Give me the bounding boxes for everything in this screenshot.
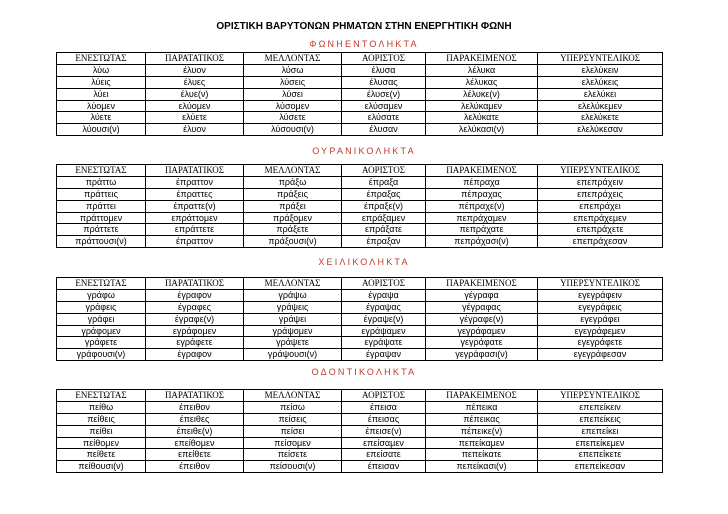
verb-form-cell: πράξει — [244, 200, 342, 212]
verb-form-cell: εγεγράφεμεν — [538, 325, 663, 337]
verb-form-cell: λύσεις — [244, 76, 342, 88]
verb-form-cell: ελελύκειν — [538, 64, 663, 76]
verb-form-cell: έλυσαν — [342, 124, 426, 136]
verb-form-cell: έγραψα — [342, 289, 426, 301]
verb-form-cell: γράψω — [244, 289, 342, 301]
verb-form-cell: ελελύκεις — [538, 76, 663, 88]
verb-form-cell: εγράφομεν — [146, 325, 244, 337]
verb-form-cell: εγεγράφετε — [538, 337, 663, 349]
column-header: ΠΑΡΑΤΑΤΙΚΟΣ — [146, 390, 244, 402]
column-header: ΠΑΡΑΚΕΙΜΕΝΟΣ — [426, 165, 538, 177]
column-header: ΥΠΕΡΣΥΝΤΕΛΙΚΟΣ — [538, 278, 663, 290]
verb-form-cell: έπραττε(ν) — [146, 200, 244, 212]
verb-form-cell: έπραξας — [342, 188, 426, 200]
verb-form-cell: επείσαμεν — [342, 437, 426, 449]
verb-form-cell: έγραψε(ν) — [342, 313, 426, 325]
verb-form-cell: γράψεις — [244, 301, 342, 313]
verb-form-cell: ελύσατε — [342, 112, 426, 124]
verb-form-cell: πεπείκασι(ν) — [426, 461, 538, 473]
verb-form-cell: εγεγράφει — [538, 313, 663, 325]
verb-form-cell: έπεισα — [342, 401, 426, 413]
verb-form-cell: επεπράχεμεν — [538, 212, 663, 224]
verb-form-cell: έγραφον — [146, 289, 244, 301]
table-header-row — [57, 278, 663, 290]
verb-form-cell: επεπράχειν — [538, 176, 663, 188]
verb-form-cell: πέπεικα — [426, 401, 538, 413]
table-header-row — [57, 165, 663, 177]
verb-form-cell: πείθομεν — [57, 437, 146, 449]
table-row — [57, 124, 663, 136]
verb-form-cell: επράττομεν — [146, 212, 244, 224]
verb-form-cell: πεπράχασι(ν) — [426, 236, 538, 248]
table-row — [57, 349, 663, 361]
column-header: ΕΝΕΣΤΩΤΑΣ — [57, 53, 146, 65]
verb-form-cell: πείθω — [57, 401, 146, 413]
verb-form-cell: λύσουσι(ν) — [244, 124, 342, 136]
column-header: ΕΝΕΣΤΩΤΑΣ — [57, 390, 146, 402]
column-header: ΜΕΛΛΟΝΤΑΣ — [244, 278, 342, 290]
verb-form-cell: πράξουσι(ν) — [244, 236, 342, 248]
verb-form-cell: ελύσαμεν — [342, 100, 426, 112]
verb-form-cell: πείσομεν — [244, 437, 342, 449]
verb-form-cell: πέπραχα — [426, 176, 538, 188]
verb-form-cell: επεπείκεσαν — [538, 461, 663, 473]
verb-form-cell: επεπείκεμεν — [538, 437, 663, 449]
verb-form-cell: έλυσε(ν) — [342, 88, 426, 100]
verb-form-cell: έπεισαν — [342, 461, 426, 473]
verb-form-cell: έπραττον — [146, 176, 244, 188]
verb-form-cell: γράψετε — [244, 337, 342, 349]
verb-form-cell: λελύκατε — [426, 112, 538, 124]
verb-form-cell: πεπείκατε — [426, 449, 538, 461]
verb-form-cell: γράφει — [57, 313, 146, 325]
verb-form-cell: έπειθον — [146, 401, 244, 413]
verb-form-cell: επείσατε — [342, 449, 426, 461]
verb-form-cell: επεπείκετε — [538, 449, 663, 461]
conjugation-table — [56, 389, 663, 473]
verb-form-cell: έπειθον — [146, 461, 244, 473]
verb-form-cell: λύομεν — [57, 100, 146, 112]
verb-form-cell: λύσετε — [244, 112, 342, 124]
verb-form-cell: πράξομεν — [244, 212, 342, 224]
table-row — [57, 313, 663, 325]
table-row — [57, 212, 663, 224]
verb-form-cell: έλυες — [146, 76, 244, 88]
verb-form-cell: επράξαμεν — [342, 212, 426, 224]
verb-form-cell: λελύκαμεν — [426, 100, 538, 112]
verb-form-cell: ελύετε — [146, 112, 244, 124]
table-header-row — [57, 53, 663, 65]
verb-form-cell: επεπείκει — [538, 425, 663, 437]
verb-form-cell: πέπραχε(ν) — [426, 200, 538, 212]
table-row — [57, 88, 663, 100]
verb-form-cell: εγράψατε — [342, 337, 426, 349]
verb-form-cell: πέπεικας — [426, 413, 538, 425]
section-title: ΦΩΝΗΕΝΤΟΛΗΚΤΑ — [309, 39, 419, 49]
section-title: ΟΥΡΑΝΙΚΟΛΗΚΤΑ — [312, 146, 416, 156]
verb-form-cell: επεπράχεσαν — [538, 236, 663, 248]
column-header: ΥΠΕΡΣΥΝΤΕΛΙΚΟΣ — [538, 390, 663, 402]
column-header: ΜΕΛΛΟΝΤΑΣ — [244, 165, 342, 177]
verb-form-cell: επεπείκεις — [538, 413, 663, 425]
conjugation-table — [56, 164, 663, 248]
verb-form-cell: πράττουσι(ν) — [57, 236, 146, 248]
verb-form-cell: έγραφε(ν) — [146, 313, 244, 325]
verb-form-cell: γεγράφασι(ν) — [426, 349, 538, 361]
table-row — [57, 176, 663, 188]
table-row — [57, 301, 663, 313]
verb-form-cell: έλυσα — [342, 64, 426, 76]
verb-form-cell: ελελύκει — [538, 88, 663, 100]
table-row — [57, 200, 663, 212]
verb-form-cell: γράφω — [57, 289, 146, 301]
verb-form-cell: εγεγράφεσαν — [538, 349, 663, 361]
verb-form-cell: έπραξα — [342, 176, 426, 188]
table-row — [57, 289, 663, 301]
verb-form-cell: λύουσι(ν) — [57, 124, 146, 136]
table-row — [57, 76, 663, 88]
verb-form-cell: ελελύκεμεν — [538, 100, 663, 112]
verb-form-cell: πεπράχατε — [426, 224, 538, 236]
verb-form-cell: εγεγράφεις — [538, 301, 663, 313]
column-header: ΜΕΛΛΟΝΤΑΣ — [244, 53, 342, 65]
column-header: ΜΕΛΛΟΝΤΑΣ — [244, 390, 342, 402]
verb-form-cell: πείσει — [244, 425, 342, 437]
column-header: ΥΠΕΡΣΥΝΤΕΛΙΚΟΣ — [538, 165, 663, 177]
verb-form-cell: γράφεις — [57, 301, 146, 313]
verb-form-cell: εγεγράφειν — [538, 289, 663, 301]
column-header: ΕΝΕΣΤΩΤΑΣ — [57, 165, 146, 177]
verb-form-cell: έλυον — [146, 64, 244, 76]
table-row — [57, 224, 663, 236]
verb-form-cell: έγραφον — [146, 349, 244, 361]
verb-form-cell: πέπραχας — [426, 188, 538, 200]
table-row — [57, 337, 663, 349]
verb-form-cell: επείθετε — [146, 449, 244, 461]
verb-form-cell: γράφουσι(ν) — [57, 349, 146, 361]
table-row — [57, 112, 663, 124]
verb-form-cell: ελύομεν — [146, 100, 244, 112]
verb-form-cell: πράττετε — [57, 224, 146, 236]
verb-form-cell: λέλυκας — [426, 76, 538, 88]
table-row — [57, 413, 663, 425]
verb-form-cell: εγράφετε — [146, 337, 244, 349]
table-row — [57, 236, 663, 248]
verb-form-cell: γέγραφας — [426, 301, 538, 313]
verb-form-cell: πράττω — [57, 176, 146, 188]
section-title: ΧΕΙΛΙΚΟΛΗΚΤΑ — [318, 257, 410, 267]
verb-form-cell: επεπράχετε — [538, 224, 663, 236]
table-row — [57, 401, 663, 413]
verb-form-cell: πράξεις — [244, 188, 342, 200]
table-row — [57, 64, 663, 76]
verb-form-cell: έπραξε(ν) — [342, 200, 426, 212]
verb-form-cell: λύσει — [244, 88, 342, 100]
verb-form-cell: έλυε(ν) — [146, 88, 244, 100]
verb-form-cell: πείσεις — [244, 413, 342, 425]
conjugation-table — [56, 277, 663, 361]
column-header: ΠΑΡΑΤΑΤΙΚΟΣ — [146, 278, 244, 290]
verb-form-cell: πείσουσι(ν) — [244, 461, 342, 473]
verb-form-cell: έπραττον — [146, 236, 244, 248]
verb-form-cell: πείσω — [244, 401, 342, 413]
column-header: ΑΟΡΙΣΤΟΣ — [342, 165, 426, 177]
verb-form-cell: πείσετε — [244, 449, 342, 461]
column-header: ΠΑΡΑΚΕΙΜΕΝΟΣ — [426, 53, 538, 65]
verb-form-cell: έπραττες — [146, 188, 244, 200]
verb-form-cell: λύσομεν — [244, 100, 342, 112]
verb-form-cell: πράξω — [244, 176, 342, 188]
verb-form-cell: πεπράχαμεν — [426, 212, 538, 224]
verb-form-cell: επεπράχεις — [538, 188, 663, 200]
verb-form-cell: επείθομεν — [146, 437, 244, 449]
table-row — [57, 188, 663, 200]
verb-form-cell: επεπράχει — [538, 200, 663, 212]
table-row — [57, 100, 663, 112]
verb-form-cell: έπραξαν — [342, 236, 426, 248]
verb-form-cell: λελύκασι(ν) — [426, 124, 538, 136]
verb-form-cell: πράττομεν — [57, 212, 146, 224]
verb-form-cell: έγραψας — [342, 301, 426, 313]
verb-form-cell: γράφομεν — [57, 325, 146, 337]
column-header: ΠΑΡΑΤΑΤΙΚΟΣ — [146, 53, 244, 65]
verb-form-cell: ελελύκεσαν — [538, 124, 663, 136]
column-header: ΠΑΡΑΤΑΤΙΚΟΣ — [146, 165, 244, 177]
verb-form-cell: επεπείκειν — [538, 401, 663, 413]
verb-form-cell: γέγραφα — [426, 289, 538, 301]
verb-form-cell: πεπείκαμεν — [426, 437, 538, 449]
verb-form-cell: έπειθες — [146, 413, 244, 425]
table-row — [57, 461, 663, 473]
verb-form-cell: λύσω — [244, 64, 342, 76]
column-header: ΠΑΡΑΚΕΙΜΕΝΟΣ — [426, 390, 538, 402]
verb-form-cell: γράφετε — [57, 337, 146, 349]
verb-form-cell: γεγράφαμεν — [426, 325, 538, 337]
verb-form-cell: γράψουσι(ν) — [244, 349, 342, 361]
verb-form-cell: πείθει — [57, 425, 146, 437]
table-row — [57, 437, 663, 449]
verb-form-cell: πράξετε — [244, 224, 342, 236]
verb-form-cell: έγραφες — [146, 301, 244, 313]
verb-form-cell: ελελύκετε — [538, 112, 663, 124]
column-header: ΕΝΕΣΤΩΤΑΣ — [57, 278, 146, 290]
verb-form-cell: πέπεικε(ν) — [426, 425, 538, 437]
verb-form-cell: γεγράφατε — [426, 337, 538, 349]
column-header: ΑΟΡΙΣΤΟΣ — [342, 53, 426, 65]
verb-form-cell: επράξατε — [342, 224, 426, 236]
verb-form-cell: λύω — [57, 64, 146, 76]
conjugation-table — [56, 52, 663, 136]
verb-form-cell: εγράψαμεν — [342, 325, 426, 337]
verb-form-cell: έλυσας — [342, 76, 426, 88]
verb-form-cell: πράττει — [57, 200, 146, 212]
table-row — [57, 325, 663, 337]
verb-form-cell: έπεισας — [342, 413, 426, 425]
verb-form-cell: πράττεις — [57, 188, 146, 200]
verb-form-cell: έπεισε(ν) — [342, 425, 426, 437]
column-header: ΑΟΡΙΣΤΟΣ — [342, 390, 426, 402]
verb-form-cell: έπειθε(ν) — [146, 425, 244, 437]
verb-form-cell: πείθετε — [57, 449, 146, 461]
table-row — [57, 425, 663, 437]
column-header: ΠΑΡΑΚΕΙΜΕΝΟΣ — [426, 278, 538, 290]
verb-form-cell: γέγραφε(ν) — [426, 313, 538, 325]
verb-form-cell: λύει — [57, 88, 146, 100]
verb-form-cell: γράψει — [244, 313, 342, 325]
verb-form-cell: έγραψαν — [342, 349, 426, 361]
section-title: ΟΔΟΝΤΙΚΟΛΗΚΤΑ — [311, 367, 417, 377]
verb-form-cell: γράψομεν — [244, 325, 342, 337]
verb-form-cell: επράττετε — [146, 224, 244, 236]
verb-form-cell: λέλυκα — [426, 64, 538, 76]
column-header: ΑΟΡΙΣΤΟΣ — [342, 278, 426, 290]
verb-form-cell: πείθουσι(ν) — [57, 461, 146, 473]
column-header: ΥΠΕΡΣΥΝΤΕΛΙΚΟΣ — [538, 53, 663, 65]
verb-form-cell: λέλυκε(ν) — [426, 88, 538, 100]
verb-form-cell: πείθεις — [57, 413, 146, 425]
verb-form-cell: λύετε — [57, 112, 146, 124]
verb-form-cell: λύεις — [57, 76, 146, 88]
verb-form-cell: έλυον — [146, 124, 244, 136]
page-title: ΟΡΙΣΤΙΚΗ ΒΑΡΥΤΟΝΩΝ ΡΗΜΑΤΩΝ ΣΤΗΝ ΕΝΕΡΓΗΤΙΚΗ ΦΩΝΗ — [216, 21, 512, 32]
table-header-row — [57, 390, 663, 402]
table-row — [57, 449, 663, 461]
